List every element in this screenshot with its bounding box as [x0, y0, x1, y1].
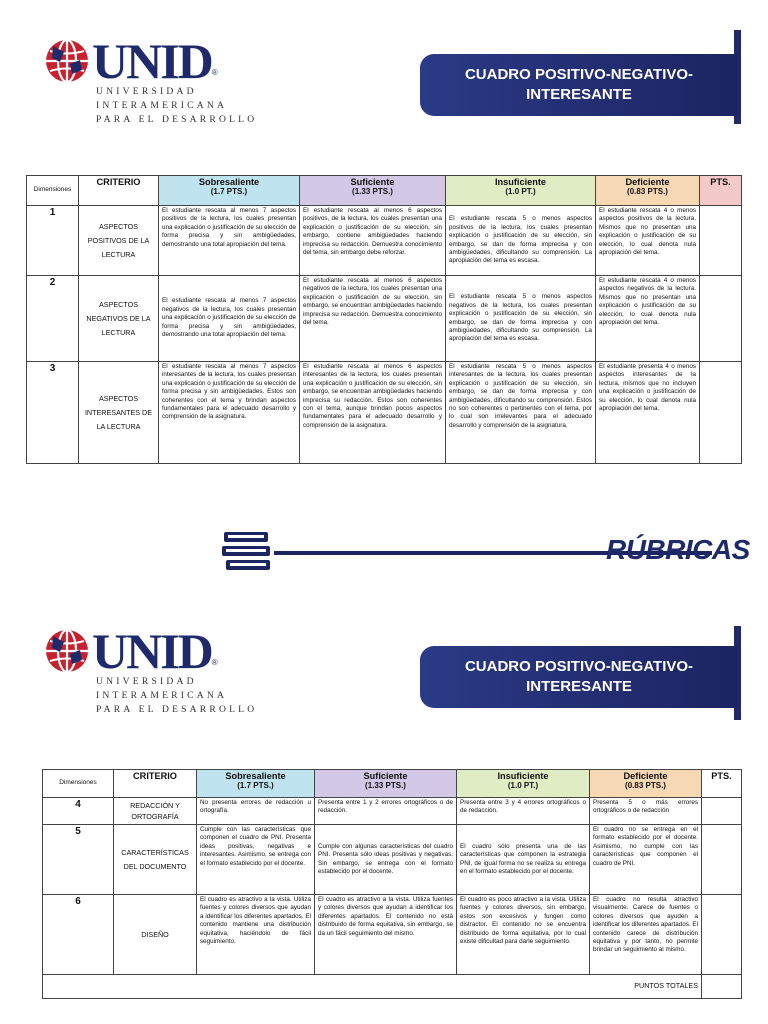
- row-criterio: DISEÑO: [114, 895, 197, 975]
- cell-deficiente: El estudiante presenta 4 o menos aspectos interesantes de la lectura, mismos que no incluyen una explicación o justificación de su elección, lo cual denota nula apropiación del tema.: [596, 362, 700, 464]
- rubric-table-2: [42, 769, 742, 999]
- header-deficiente-pts: (0.83 PTS.): [627, 187, 668, 196]
- row-number: 5: [43, 825, 114, 895]
- header-dimensiones: Dimensiones: [27, 176, 79, 206]
- cell-insuficiente: El estudiante rescata 5 o menos aspectos interesantes de la lectura, los cuales presentan explicación o justificación de su elección, sin embargo, se dan de forma imprecisa y con ambigüedades, dificultando su comprensión. Estos no son coherentes o pertinentes con el tema, por lo cual son irrelevantes para el adecuado desarrollo y comprensión de la asignatura.: [446, 362, 596, 464]
- banner-title-line-1: CUADRO POSITIVO-NEGATIVO-: [464, 658, 694, 675]
- header-deficiente-pts: (0.83 PTS.): [625, 781, 666, 790]
- globe-icon: [44, 38, 90, 84]
- cell-pts: [702, 825, 742, 895]
- header-suficiente-label: Suficiente: [350, 177, 395, 187]
- cell-deficiente: El cuadro no se entrega en el formato establecido por el docente. Asimismo, no cumple con las características que componen el cuadro de PNI.: [590, 825, 702, 895]
- header-pts: PTS.: [700, 176, 742, 206]
- cell-deficiente: El estudiante rescata 4 o menos aspectos negativos de la lectura. Mismos que no presentan una explicación o justificación de su elección, lo cual denota nula apropiación del tema.: [596, 276, 700, 362]
- banner-title-line-2: INTERESANTE: [526, 678, 632, 695]
- cell-suficiente: Presenta entre 1 y 2 errores ortográficos o de redacción.: [315, 798, 457, 825]
- cell-sobresaliente: El estudiante rescata al menos 7 aspectos positivos de la lectura, los cuales presentan una explicación o justificación de su elección de forma precisa y sin ambigüedades, demostrando una total apropiación del tema.: [159, 206, 300, 276]
- cell-pts: [700, 362, 742, 464]
- cell-suficiente: El cuadro es atractivo a la vista. Utiliza fuentes y colores diversos que ayudan a identificar los diferentes apartados. El contenido no está distribuido de forma equitativa, sin embargo, se da un fácil seguimiento del mismo.: [315, 895, 457, 975]
- header-criterio: CRITERIO: [79, 176, 159, 206]
- cell-deficiente: El estudiante rescata 4 o menos aspectos positivos de la lectura. Mismos que no presentan una explicación o justificación de su elección, lo cual denota nula apropiación del tema.: [596, 206, 700, 276]
- cell-sobresaliente: El estudiante rescata al menos 7 aspectos interesantes de la lectura, los cuales presentan una explicación o justificación de su elección de forma precisa y sin ambigüedades. Estos son coherentes con el tema y brindan aspectos fundamentales para el adecuado desarrollo y comprensión de la asignatura.: [159, 362, 300, 464]
- header-insuficiente-label: Insuficiente: [494, 177, 547, 187]
- logo-subtitle-2: INTERAMERICANA: [96, 690, 228, 701]
- row-number: 6: [43, 895, 114, 975]
- row-criterio: CARACTERÍSTICAS DEL DOCUMENTO: [114, 825, 197, 895]
- header-sobresaliente-label: Sobresaliente: [225, 771, 286, 781]
- header-sobresaliente-pts: (1.7 PTS.): [210, 187, 248, 196]
- cell-suficiente: El estudiante rescata al menos 6 aspectos negativos de la lectura, los cuales presentan una explicación o justificación de su elección, sin embargo, se encuentran ambigüedades haciendo imprecisa su redacción. Demuestra conocimiento del tema.: [300, 276, 446, 362]
- table-row: [43, 825, 742, 895]
- header-row: [43, 770, 742, 798]
- cell-deficiente: El cuadro no resulta atractivo visualmente. Carece de fuentes o colores diversos que ayuden a identificar los diferentes apartados. El contenido carece de distribución equitativa y por tanto, no permite brindar un seguimiento al mismo.: [590, 895, 702, 975]
- table-row: [27, 362, 742, 464]
- row-number: 2: [27, 276, 79, 362]
- books-icon: [222, 528, 282, 578]
- header-row: [27, 176, 742, 206]
- cell-pts: [700, 276, 742, 362]
- header-insuficiente-pts: (1.0 PT.): [505, 187, 536, 196]
- cell-pts: [700, 206, 742, 276]
- header-suficiente-pts: (1.33 PTS.): [352, 187, 393, 196]
- header-sobresaliente: [159, 176, 300, 206]
- rubricas-title: RÚBRICAS: [606, 534, 750, 565]
- table-row: [43, 895, 742, 975]
- header-sobresaliente-label: Sobresaliente: [198, 177, 260, 187]
- registered-mark: ®: [211, 658, 218, 667]
- header-pts: PTS.: [702, 770, 742, 798]
- row-criterio: ASPECTOS NEGATIVOS DE LA LECTURA: [79, 276, 159, 362]
- header-deficiente-label: Deficiente: [625, 177, 670, 187]
- cell-sobresaliente: El cuadro es atractivo a la vista. Utiliza fuentes y colores diversos que ayudan a identificar los diferentes apartados. El contenido mantiene una distribución equitativa, haciéndolo de fácil seguimiento.: [197, 895, 315, 975]
- header-insuficiente: [457, 770, 590, 798]
- header-sobresaliente: [197, 770, 315, 798]
- unid-logo: [44, 33, 258, 126]
- row-number: 3: [27, 362, 79, 464]
- unid-logo: [44, 623, 258, 716]
- banner-title-line-2: INTERESANTE: [526, 86, 632, 103]
- header-dimensiones: Dimensiones: [43, 770, 114, 798]
- cell-sobresaliente: El estudiante rescata al menos 7 aspectos negativos de la lectura, los cuales presentan una explicación o justificación de su elección de forma precisa y sin ambigüedades, demostrando una total apropiación del tema.: [159, 276, 300, 362]
- header-deficiente: [596, 176, 700, 206]
- header-sobresaliente-pts: (1.7 PTS.): [237, 781, 274, 790]
- page-2: [0, 600, 768, 1024]
- logo-subtitle-1: UNIVERSIDAD: [96, 676, 197, 687]
- row-number: 4: [43, 798, 114, 825]
- table-row: [27, 206, 742, 276]
- header-insuficiente: [446, 176, 596, 206]
- row-criterio: ASPECTOS POSITIVOS DE LA LECTURA: [79, 206, 159, 276]
- logo-subtitle-3: PARA EL DESARROLLO: [96, 704, 258, 715]
- logo-subtitle-3: PARA EL DESARROLLO: [96, 114, 258, 125]
- registered-mark: ®: [211, 68, 218, 77]
- cell-insuficiente: El cuadro es poco atractivo a la vista. Utiliza fuentes y colores diversos, sin embargo, estos son excesivos y fungen como distractor. El contenido no se encuentra distribuido de forma equitativa, por lo cual existe dificultad para darle seguimiento.: [457, 895, 590, 975]
- cell-suficiente: Cumple con algunas características del cuadro PNI. Presenta sólo ideas positivas y negativas. Sin embargo, se entrega con el formato establecido por el docente.: [315, 825, 457, 895]
- cell-sobresaliente: No presenta errores de redacción u ortografía.: [197, 798, 315, 825]
- cell-suficiente: El estudiante rescata al menos 6 aspectos interesantes de la lectura, los cuales presentan una explicación o justificación de su elección, sin embargo, se encuentran ambigüedades haciendo imprecisa su redacción. Estos son coherentes con el tema, aunque brindan pocos aspectos fundamentales para el adecuado desarrollo y comprensión de la asignatura.: [300, 362, 446, 464]
- header-suficiente-pts: (1.33 PTS.): [365, 781, 406, 790]
- cell-insuficiente: El cuadro sólo presenta una de las características que componen la estrategia PNI, de igual forma no se realiza su entrega en el formato establecido por el docente.: [457, 825, 590, 895]
- cell-insuficiente: El estudiante rescata 5 o menos aspectos positivos de la lectura, los cuales presentan explicación o justificación de su elección, sin embargo, se dan de forma imprecisa y con ambigüedades, dificultando su comprensión. La apropiación del tema es escasa.: [446, 206, 596, 276]
- cell-sobresaliente: Cumple con las características que componen el cuadro de PNI. Presenta ideas positivas, negativas e interesantes. Asimismo, se entrega con el formato establecido por el docente.: [197, 825, 315, 895]
- rubricas-divider: [222, 528, 752, 578]
- header-suficiente: [300, 176, 446, 206]
- total-value: [702, 975, 742, 999]
- header-insuficiente-pts: (1.0 PT.): [507, 781, 539, 790]
- header-suficiente-label: Suficiente: [363, 771, 408, 781]
- table-row: [43, 798, 742, 825]
- globe-icon: [44, 628, 90, 674]
- cell-insuficiente: Presenta entre 3 y 4 errores ortográficos o de redacción.: [457, 798, 590, 825]
- header-deficiente: [590, 770, 702, 798]
- title-banner: [420, 54, 738, 116]
- row-criterio: ASPECTOS INTERESANTES DE LA LECTURA: [79, 362, 159, 464]
- total-row: [43, 975, 742, 999]
- logo-wordmark: UNID: [92, 33, 212, 89]
- cell-pts: [702, 798, 742, 825]
- header-insuficiente-label: Insuficiente: [497, 771, 549, 781]
- cell-deficiente: Presenta 5 o más errores ortográficos o de redacción: [590, 798, 702, 825]
- logo-subtitle-1: UNIVERSIDAD: [96, 86, 197, 97]
- table-row: [27, 276, 742, 362]
- cell-suficiente: El estudiante rescata al menos 6 aspectos positivos, de la lectura, los cuales presentan una explicación o justificación de su elección, sin embargo, contiene ambigüedades haciendo imprecisa su redacción. Demuestra conocimiento del tema, sin embargo debe reforzar.: [300, 206, 446, 276]
- header-suficiente: [315, 770, 457, 798]
- title-banner: [420, 646, 738, 708]
- logo-subtitle-2: INTERAMERICANA: [96, 100, 228, 111]
- header-criterio: CRITERIO: [114, 770, 197, 798]
- header-deficiente-label: Deficiente: [623, 771, 668, 781]
- cell-pts: [702, 895, 742, 975]
- row-criterio: REDACCIÓN Y ORTOGRAFÍA: [114, 798, 197, 825]
- cell-insuficiente: El estudiante rescata 5 o menos aspectos negativos de la lectura, los cuales presentan explicación o justificación de su elección, sin embargo, se dan de forma imprecisa y con ambigüedades, dificultando su comprensión. La apropiación del tema es escasa.: [446, 276, 596, 362]
- row-number: 1: [27, 206, 79, 276]
- logo-wordmark: UNID: [92, 623, 212, 679]
- rubric-table-1: [26, 175, 742, 464]
- total-label: PUNTOS TOTALES: [43, 975, 702, 999]
- banner-title-line-1: CUADRO POSITIVO-NEGATIVO-: [464, 66, 694, 83]
